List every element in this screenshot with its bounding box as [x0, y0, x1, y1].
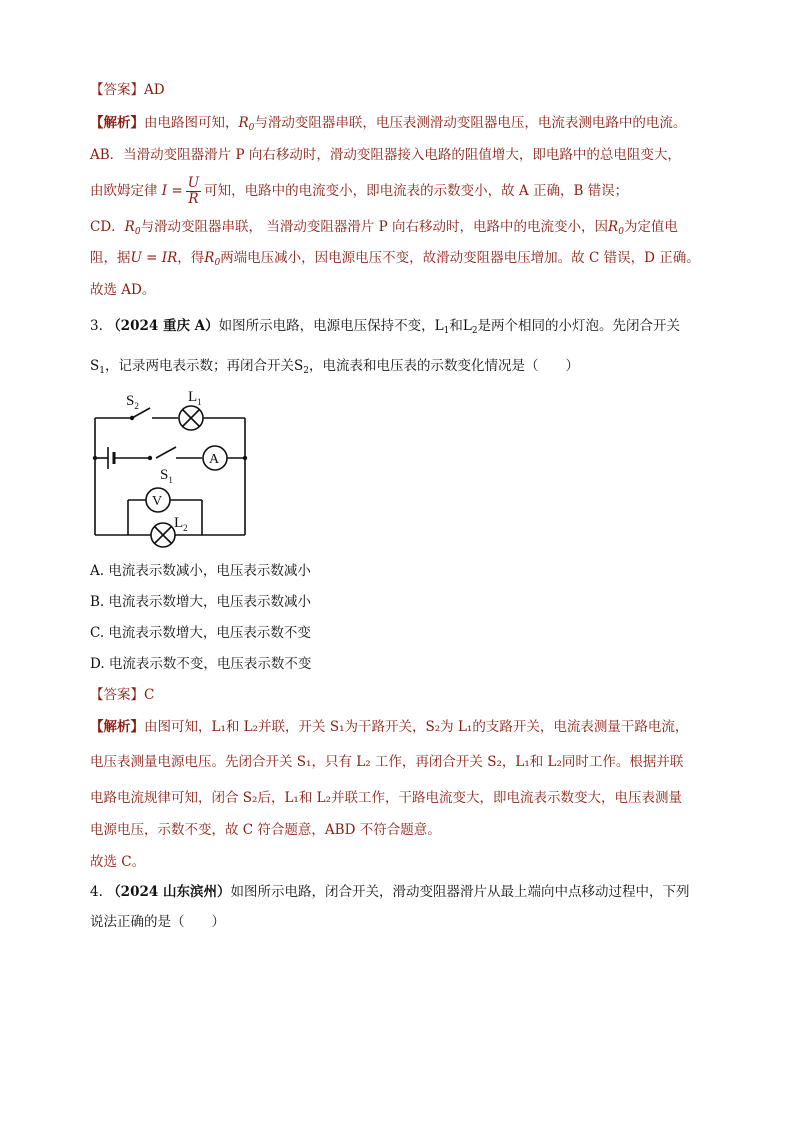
- s1-symbol: $S_1$: [90, 358, 105, 376]
- label-s1: $S_1$: [160, 467, 173, 485]
- formula-lhs: I =: [161, 183, 183, 199]
- q3-stem-line-2: [90, 356, 579, 376]
- option-a[interactable]: A. 电流表示数减小，电压表示数减小: [90, 563, 311, 579]
- stem-text: 是两个相同的小灯泡。先闭合开关: [477, 318, 681, 334]
- q3-conclusion: 故选 C。: [90, 854, 146, 870]
- r0-symbol: $R_0$: [238, 115, 255, 133]
- analysis-text: 由欧姆定律: [90, 183, 158, 199]
- label-s2: $S_2$: [126, 393, 139, 411]
- analysis-text: 两端电压减小，因电源电压不变，故滑动变阻器电压增加。故 C 错误，D 正确。: [220, 250, 700, 266]
- analysis-text: 由电路图可知，: [144, 115, 239, 131]
- q3-analysis-line-3: 电路电流规律可知，闭合 S₂后，L₁和 L₂并联工作，干路电流变大，即电流表示数变大，电压表测量: [90, 790, 682, 806]
- label-ammeter: A: [209, 452, 220, 467]
- fraction-u-over-r: $\frac{U}{R}$: [187, 175, 200, 207]
- analysis-text: CD．: [90, 219, 125, 235]
- r0-symbol: $R_0$: [124, 219, 141, 237]
- s2-symbol: $S_2$: [293, 358, 309, 376]
- answer-tag: 【答案】: [90, 82, 144, 98]
- q3-analysis-line-2: 电压表测量电源电压。先闭合开关 S₁，只有 L₂ 工作，再闭合开关 S₂，L₁和 L₂同时工作。根据并联: [90, 754, 684, 770]
- l1-symbol: $L_1$: [434, 318, 450, 336]
- analysis-text: 与滑动变阻器串联， 当滑动变阻器滑片 P 向右移动时，电路中的电流变小，因: [140, 219, 609, 235]
- q2-analysis-line-4: [90, 217, 678, 237]
- junction-dot: [243, 456, 247, 460]
- switch-s1-pivot: [148, 456, 152, 460]
- q3-analysis-line-1: [90, 717, 688, 737]
- answer-value: C: [144, 687, 155, 703]
- q2-analysis-line-5: [90, 248, 700, 268]
- q3-answer: [90, 685, 154, 705]
- answer-value: AD: [144, 82, 165, 98]
- switch-s2-pivot: [130, 416, 134, 420]
- option-b[interactable]: B. 电流表示数增大，电压表示数减小: [90, 594, 312, 610]
- stem-text: 和: [449, 318, 463, 334]
- q2-analysis-line-1: [90, 113, 686, 133]
- r0-symbol: $R_0$: [608, 219, 624, 237]
- circuit-diagram: [88, 385, 258, 557]
- q4-stem-line-2: 说法正确的是（ ）: [90, 914, 225, 930]
- formula-uir: U = IR: [130, 250, 178, 266]
- q3-analysis-line-4: 电源电压，示数不变，故 C 符合题意，ABD 不符合题意。: [90, 822, 441, 838]
- option-d[interactable]: D. 电流表示数不变，电压表示数不变: [90, 656, 312, 672]
- switch-s1-blade: [156, 447, 176, 458]
- label-l1: $L_1$: [188, 389, 202, 407]
- q2-answer: [90, 80, 165, 100]
- stem-text: ，记录两电表示数；再闭合开关: [104, 358, 294, 374]
- q2-conclusion: 故选 AD。: [90, 282, 156, 298]
- q4-stem-line-1: [90, 882, 689, 902]
- label-l2: $L_2$: [174, 515, 188, 533]
- stem-text: ，电流表和电压表的示数变化情况是（ ）: [308, 358, 579, 374]
- analysis-text: 阻，据: [90, 250, 131, 266]
- junction-dot: [93, 456, 97, 460]
- analysis-text: ，得: [177, 250, 205, 266]
- analysis-text: 与滑动变阻器串联，电压表测滑动变阻器电压，电流表测电路中的电流。: [254, 115, 687, 131]
- answer-tag: 【答案】: [90, 687, 144, 703]
- option-c[interactable]: C. 电流表示数增大，电压表示数不变: [90, 625, 311, 641]
- q2-analysis-line-3: [90, 176, 628, 207]
- analysis-text: 可知，电路中的电流变小，即电流表的示数变小，故 A 正确，B 错误；: [204, 183, 629, 199]
- q3-stem-line-1: [90, 316, 680, 336]
- analysis-tag: 【解析】: [90, 115, 144, 131]
- analysis-tag: 【解析】: [90, 719, 144, 735]
- l2-symbol: $L_2$: [462, 318, 478, 336]
- question-number: 3.: [90, 318, 103, 334]
- stem-text: 如图所示电路，电源电压保持不变，: [218, 318, 435, 334]
- stem-text: 如图所示电路，闭合开关，滑动变阻器滑片从最上端向中点移动过程中，下列: [230, 884, 690, 900]
- analysis-text: 由图可知，L₁和 L₂并联，开关 S₁为干路开关，S₂为 L₁的支路开关，电流表测量干路电流，: [144, 719, 689, 735]
- label-voltmeter: V: [152, 494, 163, 509]
- analysis-text: 为定值电: [623, 219, 678, 235]
- question-source: （2024 重庆 A）: [107, 318, 219, 334]
- q2-analysis-line-2: AB．当滑动变阻器滑片 P 向右移动时，滑动变阻器接入电路的阻值增大，即电路中的总电阻变大，: [90, 147, 681, 163]
- question-source: （2024 山东滨州）: [107, 884, 231, 900]
- question-number: 4.: [90, 884, 103, 900]
- r0-symbol: $R_0$: [204, 250, 221, 268]
